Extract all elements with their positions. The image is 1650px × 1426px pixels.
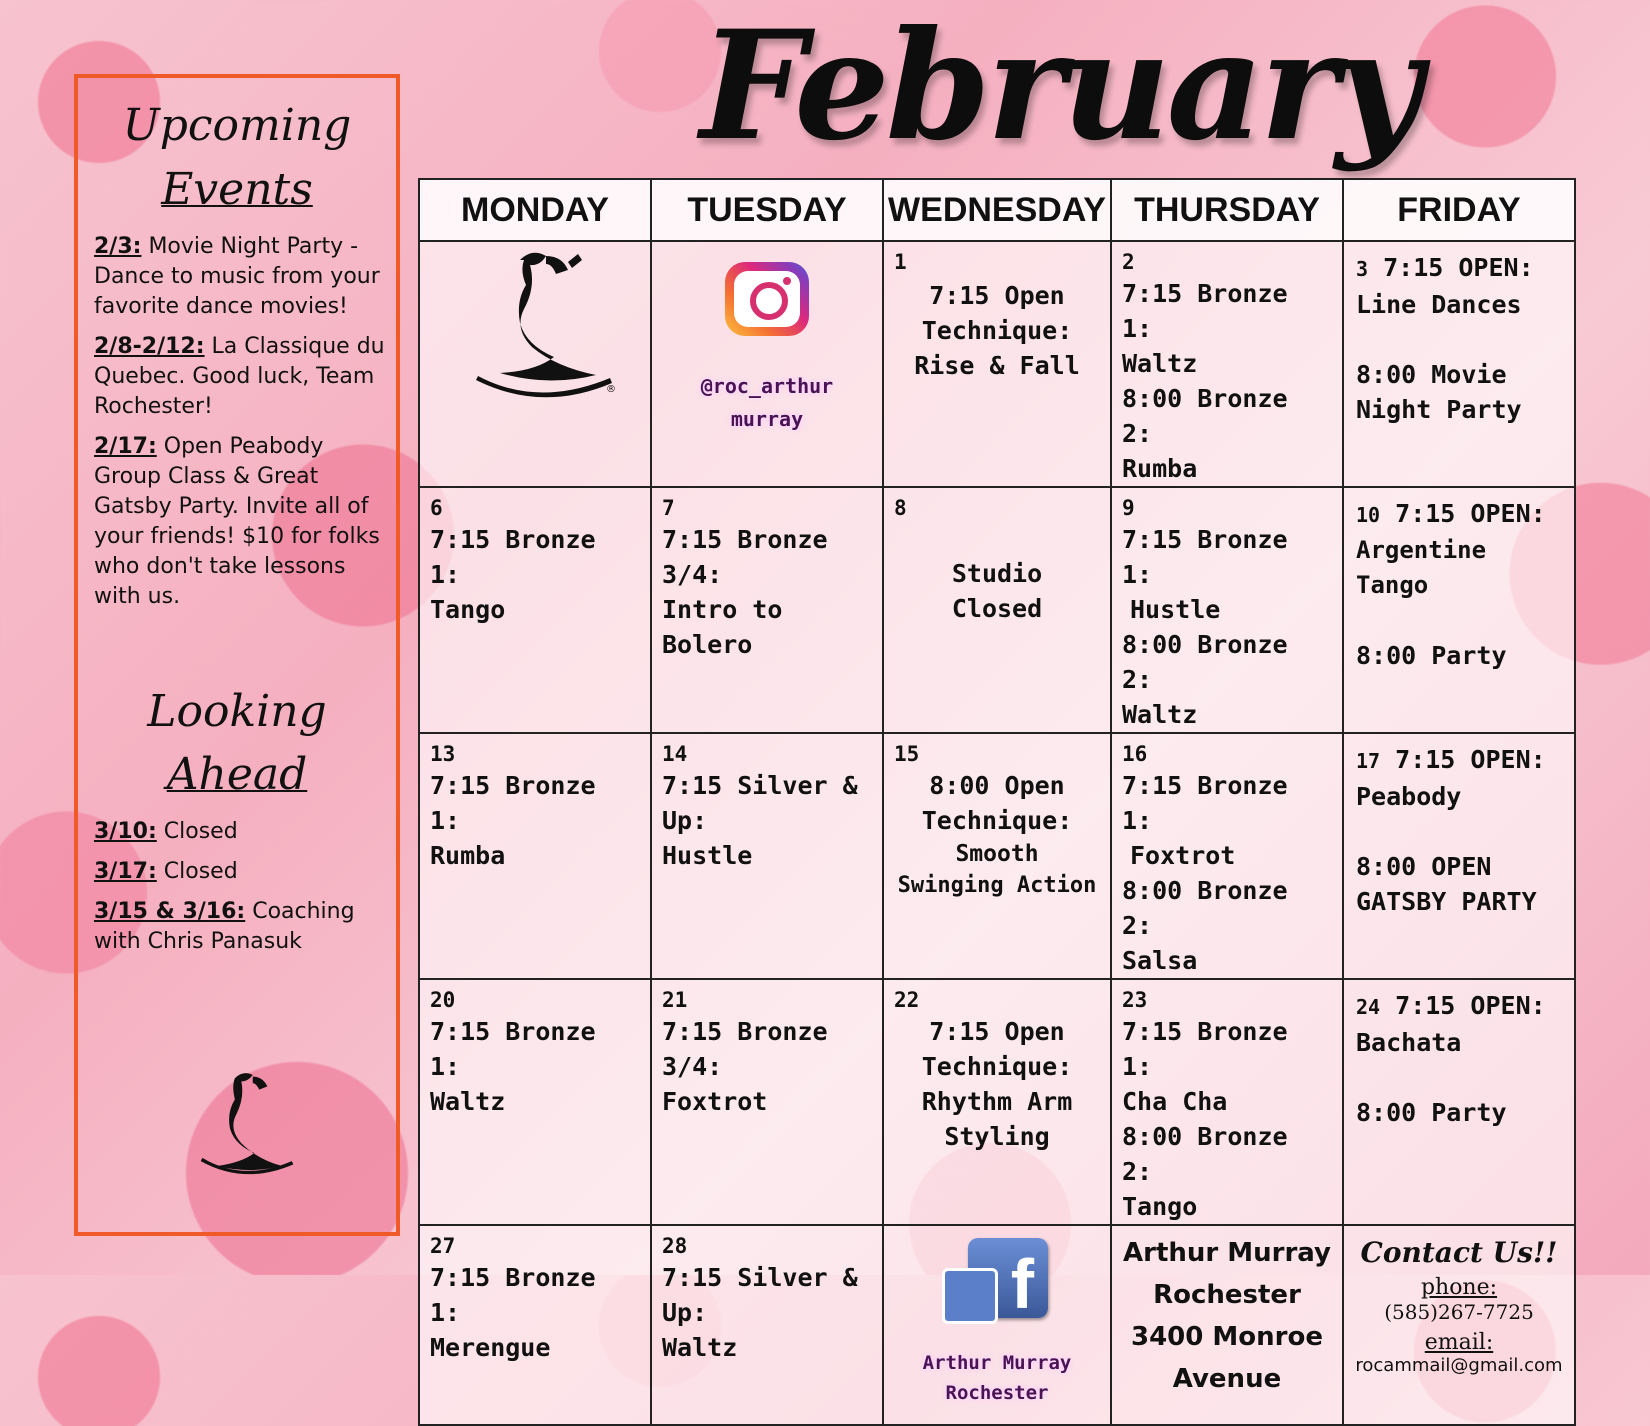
week-row: [419, 979, 1575, 1225]
day-schedule: 7:15 Bronze 3/4: Foxtrot: [662, 1017, 828, 1116]
day-cell: [1111, 979, 1343, 1225]
header-thursday: THURSDAY: [1111, 179, 1343, 241]
upcoming-events-heading: Upcoming Events: [122, 100, 352, 215]
day-schedule: 7:15 Bronze 3/4: Intro to Bolero: [662, 525, 828, 659]
studio-address: Arthur Murray Rochester 3400 Monroe Avenue: [1123, 1238, 1331, 1394]
event-item: 2/17: Open Peabody Group Class & Great Gatsby Party. Invite all of your friends! $10 for folks who don't take lessons with us.: [94, 433, 380, 609]
day-schedule: 7:15 Silver & Up: Hustle: [662, 771, 858, 870]
header-wednesday: WEDNESDAY: [883, 179, 1111, 241]
day-schedule: 3 7:15 OPEN: Line Dances 8:00 Movie Night Party: [1356, 253, 1534, 424]
day-number: 23: [1122, 988, 1148, 1012]
day-number: 15: [894, 742, 920, 766]
day-number: 6: [430, 496, 443, 520]
day-cell: [1111, 487, 1343, 733]
week-row: [419, 1225, 1575, 1425]
day-schedule: 7:15 Bronze 1: Merengue: [430, 1263, 596, 1362]
day-number: 7: [662, 496, 675, 520]
day-schedule: 7:15 Open Technique: Rise & Fall: [914, 281, 1080, 380]
day-number: 9: [1122, 496, 1135, 520]
day-schedule: 24 7:15 OPEN: Bachata 8:00 Party: [1356, 991, 1546, 1127]
week-row: [419, 733, 1575, 979]
weekday-header-row: [419, 179, 1575, 241]
day-cell: [1111, 733, 1343, 979]
day-number: 17: [1356, 749, 1381, 773]
day-schedule: 7:15 Bronze 1: Foxtrot 8:00 Bronze 2: Salsa: [1122, 771, 1288, 975]
day-cell: [419, 733, 651, 979]
day-number: 13: [430, 742, 456, 766]
day-cell: [419, 979, 651, 1225]
header-tuesday: TUESDAY: [651, 179, 883, 241]
day-number: 22: [894, 988, 920, 1012]
day-schedule: 8:00 Open Technique: Smooth Swinging Action: [897, 771, 1097, 898]
day-number: 28: [662, 1234, 688, 1258]
contact-heading: Contact Us!!: [1360, 1236, 1558, 1269]
day-number: 14: [662, 742, 688, 766]
ahead-item: 3/15 & 3/16: Coaching with Chris Panasuk: [94, 899, 355, 955]
sidebar: [74, 74, 400, 1236]
day-cell: [419, 487, 651, 733]
facebook-icon[interactable]: f: [942, 1238, 1052, 1322]
instagram-cell: [651, 241, 883, 487]
header-monday: MONDAY: [419, 179, 651, 241]
day-schedule: 7:15 Bronze 1: Tango: [430, 525, 596, 624]
week-row: [419, 487, 1575, 733]
day-number: 16: [1122, 742, 1148, 766]
month-title: February: [700, 0, 1419, 174]
day-schedule: 7:15 Open Technique: Rhythm Arm Styling: [921, 1017, 1073, 1151]
looking-ahead-heading: Looking Ahead: [147, 685, 327, 801]
svg-text:®: ®: [606, 384, 616, 395]
dancers-logo-icon: [178, 1062, 308, 1192]
day-cell: [1343, 733, 1575, 979]
day-schedule: 10 7:15 OPEN: Argentine Tango 8:00 Party: [1356, 499, 1546, 670]
day-cell: [1343, 487, 1575, 733]
day-cell: [883, 487, 1111, 733]
day-cell: [1343, 241, 1575, 487]
day-schedule: 17 7:15 OPEN: Peabody 8:00 OPEN GATSBY PARTY: [1356, 745, 1546, 916]
contact-info: [1344, 1226, 1574, 1376]
email-label: email:: [1424, 1330, 1494, 1355]
day-schedule: Studio Closed: [951, 559, 1043, 623]
day-schedule: 7:15 Bronze 1: Hustle 8:00 Bronze 2: Waltz: [1122, 525, 1288, 729]
event-item: 2/3: Movie Night Party -Dance to music from your favorite dance movies!: [94, 233, 380, 319]
day-number: 20: [430, 988, 456, 1012]
day-number: 3: [1356, 257, 1369, 281]
ahead-item: 3/17: Closed: [94, 859, 238, 885]
instagram-handle[interactable]: @roc_arthur murray: [700, 374, 834, 431]
day-schedule: 7:15 Bronze 1: Waltz 8:00 Bronze 2: Rumba: [1122, 279, 1288, 483]
day-cell: [651, 487, 883, 733]
email-address[interactable]: rocammail@gmail.com: [1355, 1355, 1563, 1376]
day-cell: [1111, 241, 1343, 487]
day-number: 24: [1356, 995, 1381, 1019]
day-cell: [651, 1225, 883, 1425]
day-number: 8: [894, 496, 907, 520]
day-number: 21: [662, 988, 688, 1012]
day-number: 27: [430, 1234, 456, 1258]
phone-label: phone:: [1420, 1275, 1498, 1300]
day-cell: [883, 979, 1111, 1225]
phone-number[interactable]: (585)267-7725: [1384, 1300, 1534, 1324]
day-schedule: 7:15 Bronze 1: Rumba: [430, 771, 596, 870]
day-schedule: 7:15 Bronze 1: Waltz: [430, 1017, 596, 1116]
day-cell: [883, 733, 1111, 979]
facebook-cell: [883, 1225, 1111, 1425]
header-friday: FRIDAY: [1343, 179, 1575, 241]
day-cell: [419, 1225, 651, 1425]
logo-cell: [419, 241, 651, 487]
contact-cell: [1343, 1225, 1575, 1425]
week-row: [419, 241, 1575, 487]
day-number: 10: [1356, 503, 1381, 527]
day-number: 1: [894, 250, 907, 274]
facebook-page-name[interactable]: Arthur Murray Rochester: [922, 1352, 1072, 1404]
dancers-logo-icon: [450, 242, 620, 402]
day-cell: [883, 241, 1111, 487]
day-number: 2: [1122, 250, 1135, 274]
address-cell: [1111, 1225, 1343, 1425]
day-cell: [651, 733, 883, 979]
day-schedule: 7:15 Silver & Up: Waltz: [662, 1263, 858, 1362]
day-cell: [651, 979, 883, 1225]
event-item: 2/8-2/12: La Classique du Quebec. Good luck, Team Rochester!: [94, 333, 385, 419]
ahead-item: 3/10: Closed: [94, 819, 238, 845]
day-cell: [1343, 979, 1575, 1225]
day-schedule: 7:15 Bronze 1: Cha Cha 8:00 Bronze 2: Tango: [1122, 1017, 1288, 1221]
instagram-icon[interactable]: [725, 262, 809, 336]
calendar-grid: [418, 178, 1576, 1426]
